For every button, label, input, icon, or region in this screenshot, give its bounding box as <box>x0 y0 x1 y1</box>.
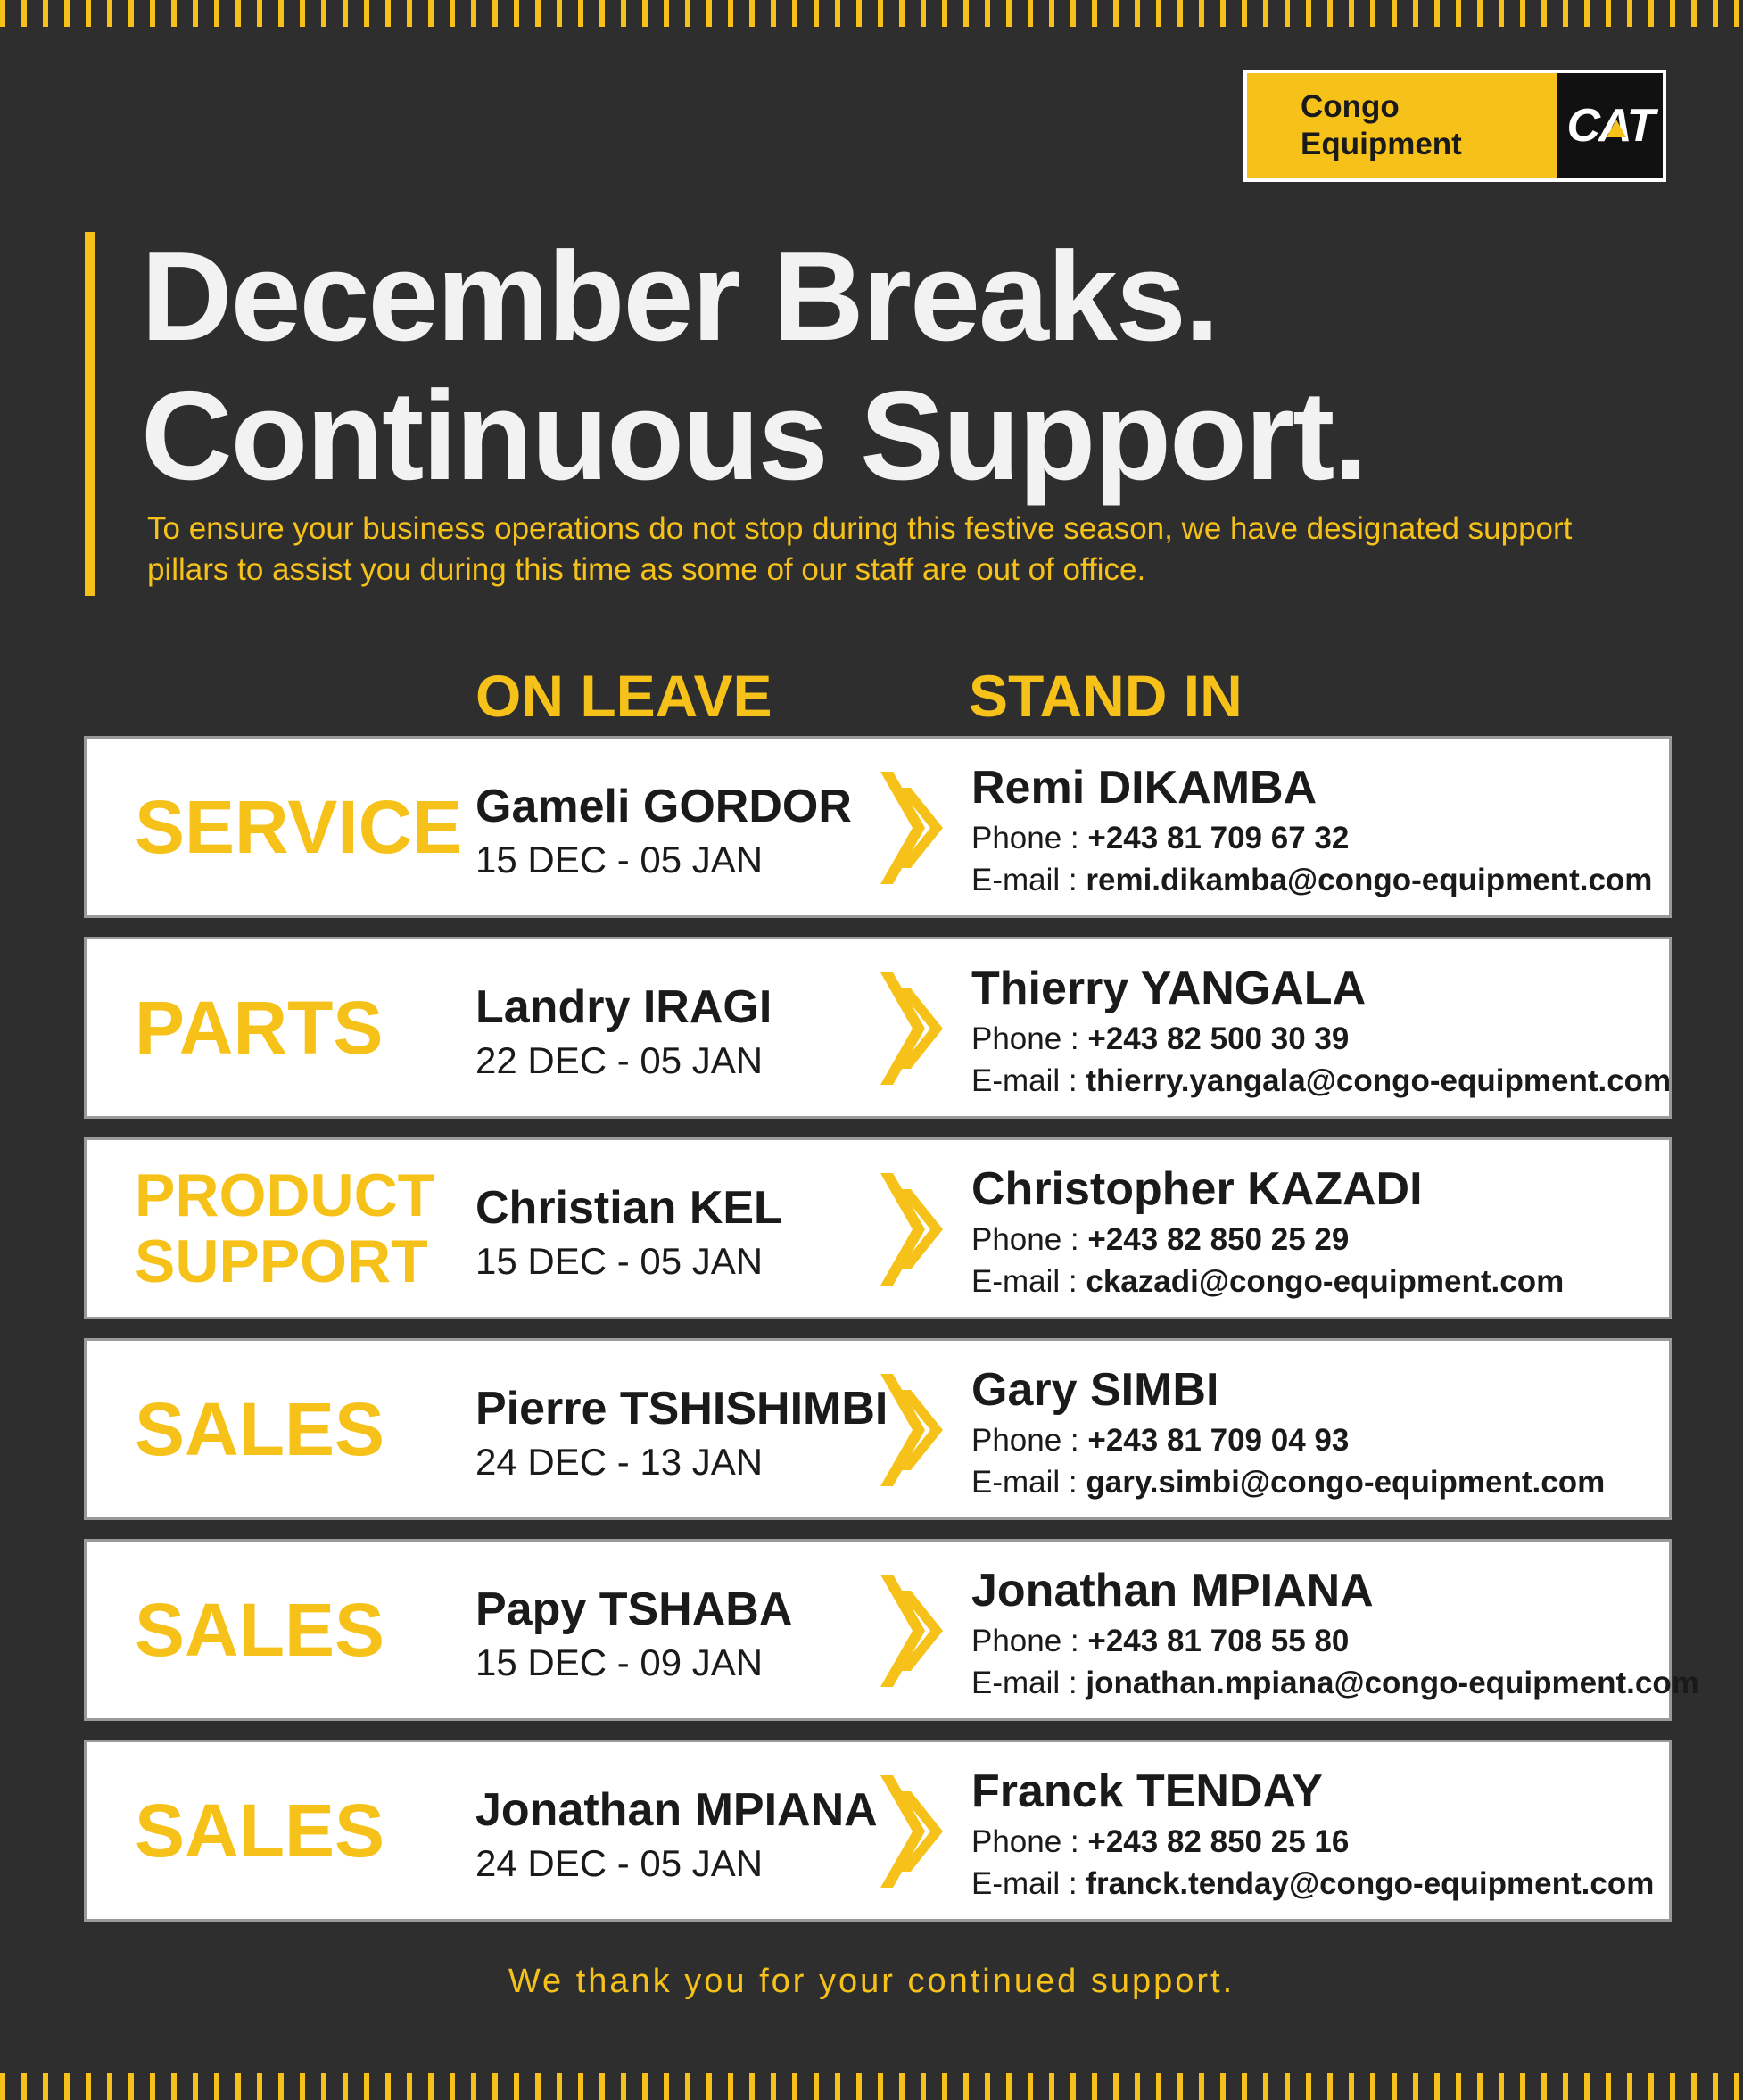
email-line <box>971 1662 1699 1704</box>
email-line <box>971 1461 1605 1503</box>
email-line <box>971 1060 1671 1102</box>
double-chevron-right-icon <box>880 972 943 1085</box>
on-leave-person <box>475 1380 888 1487</box>
department-line-1: SALES <box>135 1588 385 1672</box>
department-label <box>135 1341 492 1517</box>
email-address[interactable]: remi.dikamba@congo-equipment.com <box>1086 863 1653 897</box>
phone-label: Phone : <box>971 1222 1088 1257</box>
email-label: E-mail : <box>971 1264 1086 1299</box>
stand-in-name: Remi DIKAMBA <box>971 762 1318 814</box>
title-line-1: December Breaks. <box>141 226 1218 368</box>
footer-thanks: We thank you for your continued support. <box>508 1963 1235 2000</box>
list-item <box>84 1137 1672 1319</box>
list-item <box>84 1740 1672 1922</box>
stand-in-person <box>971 1160 1564 1302</box>
email-label: E-mail : <box>971 1063 1086 1098</box>
email-line <box>971 859 1652 901</box>
column-header-stand-in: STAND IN <box>969 663 1243 729</box>
department-line-2: SUPPORT <box>135 1228 428 1295</box>
on-leave-person <box>475 1179 782 1286</box>
phone-line <box>971 1219 1564 1261</box>
cat-triangle-icon <box>1607 120 1626 137</box>
email-address[interactable]: ckazadi@congo-equipment.com <box>1086 1264 1565 1299</box>
cat-logo-text: CAT <box>1566 100 1654 152</box>
phone-label: Phone : <box>971 1624 1088 1658</box>
email-line <box>971 1863 1654 1905</box>
list-item <box>84 1338 1672 1520</box>
phone-label: Phone : <box>971 1423 1088 1458</box>
title-line-2: Continuous Support. <box>141 365 1367 507</box>
phone-number[interactable]: +243 81 709 67 32 <box>1087 821 1350 856</box>
phone-number[interactable]: +243 82 850 25 29 <box>1087 1222 1350 1257</box>
email-label: E-mail : <box>971 1866 1086 1901</box>
stand-in-person <box>971 758 1652 901</box>
on-leave-name: Papy TSHABA <box>475 1583 793 1635</box>
stand-in-name: Franck TENDAY <box>971 1765 1323 1817</box>
department-line-1: PRODUCT <box>135 1162 435 1229</box>
phone-label: Phone : <box>971 821 1088 856</box>
stand-in-name: Gary SIMBI <box>971 1364 1219 1416</box>
bottom-dashed-border <box>0 2073 1743 2100</box>
department-line-1: PARTS <box>135 986 384 1070</box>
stand-in-list <box>84 736 1699 1940</box>
email-address[interactable]: jonathan.mpiana@congo-equipment.com <box>1086 1666 1699 1700</box>
stand-in-person <box>971 1561 1699 1704</box>
on-leave-name: Landry IRAGI <box>475 981 772 1033</box>
headline-accent-bar <box>85 232 95 596</box>
list-item <box>84 736 1672 918</box>
on-leave-person <box>475 1581 792 1688</box>
on-leave-dates: 24 DEC - 13 JAN <box>475 1441 764 1483</box>
list-item <box>84 1539 1699 1721</box>
stand-in-name: Jonathan MPIANA <box>971 1565 1374 1616</box>
on-leave-name: Gameli GORDOR <box>475 781 852 832</box>
email-label: E-mail : <box>971 1465 1086 1500</box>
double-chevron-right-icon <box>880 1173 943 1286</box>
phone-number[interactable]: +243 82 500 30 39 <box>1087 1021 1350 1056</box>
double-chevron-right-icon <box>880 1575 943 1687</box>
phone-line <box>971 1620 1699 1662</box>
on-leave-dates: 15 DEC - 09 JAN <box>475 1641 764 1683</box>
phone-line <box>971 1419 1605 1461</box>
double-chevron-right-icon <box>880 772 943 884</box>
logo-wordmark <box>1247 73 1557 178</box>
logo-line-2: Equipment <box>1301 127 1462 161</box>
stand-in-person <box>971 959 1671 1102</box>
intro-text: To ensure your business operations do not stop during this festive season, we have designated support pillars to assist you during this time as some of our staff are out of office. <box>147 511 1573 587</box>
logo-line-1: Congo <box>1301 89 1400 124</box>
department-line-1: SALES <box>135 1387 385 1471</box>
phone-label: Phone : <box>971 1824 1088 1859</box>
department-label <box>135 739 492 915</box>
phone-number[interactable]: +243 81 708 55 80 <box>1087 1624 1350 1658</box>
department-label <box>135 1542 492 1718</box>
department-label <box>135 939 492 1116</box>
on-leave-dates: 15 DEC - 05 JAN <box>475 839 764 881</box>
department-line-1: SERVICE <box>135 785 463 869</box>
phone-line <box>971 1821 1654 1863</box>
phone-line <box>971 1018 1671 1060</box>
phone-label: Phone : <box>971 1021 1088 1056</box>
stand-in-person <box>971 1762 1654 1905</box>
column-header-on-leave: ON LEAVE <box>475 663 772 729</box>
page-title <box>141 227 1367 506</box>
cat-logo-icon <box>1557 73 1663 178</box>
on-leave-dates: 24 DEC - 05 JAN <box>475 1842 764 1884</box>
phone-line <box>971 817 1652 859</box>
double-chevron-right-icon <box>880 1775 943 1888</box>
on-leave-dates: 22 DEC - 05 JAN <box>475 1039 764 1081</box>
on-leave-person <box>475 1782 878 1889</box>
phone-number[interactable]: +243 82 850 25 16 <box>1087 1824 1350 1859</box>
email-line <box>971 1261 1564 1302</box>
list-item <box>84 937 1672 1119</box>
on-leave-name: Christian KEL <box>475 1182 782 1234</box>
email-address[interactable]: thierry.yangala@congo-equipment.com <box>1086 1063 1672 1098</box>
email-address[interactable]: gary.simbi@congo-equipment.com <box>1086 1465 1606 1500</box>
on-leave-person <box>475 979 772 1086</box>
email-address[interactable]: franck.tenday@congo-equipment.com <box>1086 1866 1655 1901</box>
top-dashed-border <box>0 0 1743 27</box>
on-leave-name: Jonathan MPIANA <box>475 1784 878 1836</box>
stand-in-name: Thierry YANGALA <box>971 963 1367 1014</box>
congo-equipment-logo <box>1243 70 1666 182</box>
stand-in-person <box>971 1360 1605 1503</box>
on-leave-person <box>475 778 852 885</box>
department-label <box>135 1140 492 1317</box>
phone-number[interactable]: +243 81 709 04 93 <box>1087 1423 1350 1458</box>
on-leave-dates: 15 DEC - 05 JAN <box>475 1240 764 1282</box>
double-chevron-right-icon <box>880 1374 943 1486</box>
department-label <box>135 1742 492 1919</box>
on-leave-name: Pierre TSHISHIMBI <box>475 1383 888 1434</box>
stand-in-name: Christopher KAZADI <box>971 1163 1423 1215</box>
email-label: E-mail : <box>971 863 1086 897</box>
email-label: E-mail : <box>971 1666 1086 1700</box>
department-line-1: SALES <box>135 1789 385 1873</box>
